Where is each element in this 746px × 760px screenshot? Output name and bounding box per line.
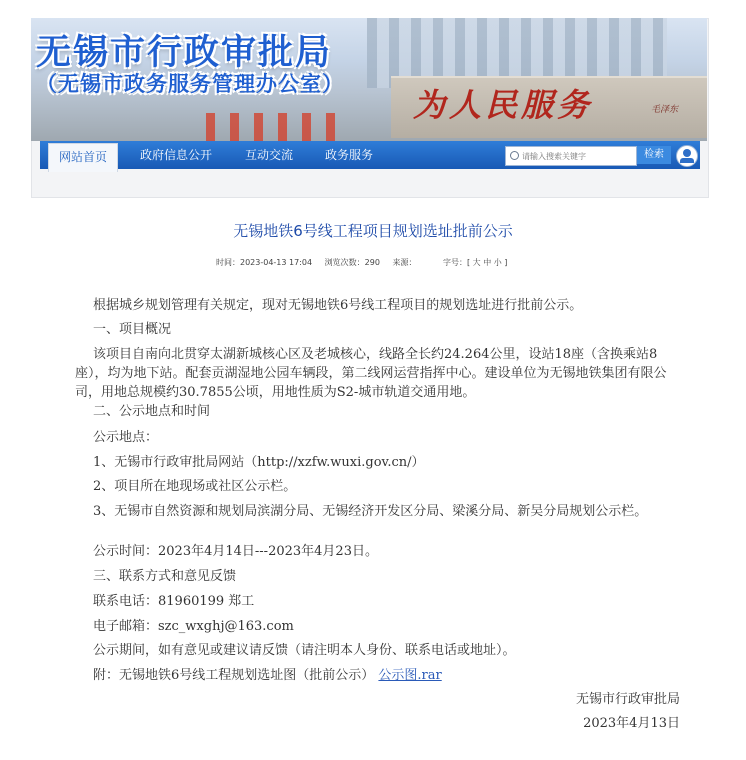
font-size-label: 字号： (443, 258, 468, 267)
attachment-link[interactable]: 公示图.rar (378, 668, 442, 683)
list-item: 3、无锡市自然资源和规划局滨湖分局、无锡经济开发区分局、梁溪分局、新吴分局规划公示栏。 (93, 504, 648, 519)
contact-phone: 联系电话：81960199 郑工 (93, 594, 255, 609)
search-icon (510, 151, 519, 160)
search-button[interactable]: 检索 (637, 146, 671, 164)
nav-services[interactable]: 政务服务 (325, 148, 374, 162)
search-box (505, 146, 637, 166)
body-paragraph: 该项目自南向北贯穿太湖新城核心区及老城核心，线路全长约24.264公里，设站18座（含换乘站8座），均为地下站。配套贡湖湿地公园车辆段，第二线网运营指挥中心。建设单位为无锡地铁集团有限公司，用地总规模约30.7855公顷，用地性质为S2-城市轨道交通用地。 (75, 347, 667, 400)
attachment-line (75, 666, 680, 685)
slogan-calligraphy: 为人民服务 (413, 86, 594, 124)
attachment-label: 附：无锡地铁6号线工程规划选址图（批前公示） (93, 668, 375, 683)
publish-time: 时间：2023-04-13 17:04 (216, 258, 313, 267)
source-label: 来源： (392, 258, 417, 267)
body-paragraph: 公示时间：2023年4月14日---2023年4月23日。 (93, 544, 378, 559)
section-heading: 二、公示地点和时间 (93, 404, 211, 419)
site-title[interactable]: 无锡市行政审批局 (36, 33, 333, 73)
search-input[interactable] (522, 147, 632, 165)
article-meta (216, 257, 517, 268)
section-heading: 三、联系方式和意见反馈 (93, 569, 237, 584)
site-subtitle: （无锡市政务服务管理办公室） (36, 72, 344, 96)
list-item: 1、无锡市行政审批局网站（http://xzfw.wuxi.gov.cn/） (93, 455, 425, 470)
main-nav (40, 141, 700, 169)
nav-interaction[interactable]: 互动交流 (245, 148, 294, 162)
body-paragraph: 公示期间，如有意见或建议请反馈（请注明本人身份、联系电话或地址）。 (93, 643, 516, 658)
section-heading: 一、项目概况 (93, 322, 172, 337)
font-size-selector[interactable]: [ 大 中 小 ] (467, 258, 508, 267)
slogan-signature: 毛泽东 (651, 105, 679, 115)
nav-gov-info[interactable]: 政府信息公开 (140, 148, 213, 162)
traffic-cones-decor (206, 113, 346, 141)
nav-home[interactable]: 网站首页 (48, 143, 118, 172)
body-paragraph: 公示地点： (93, 430, 159, 445)
signature: 无锡市行政审批局 (575, 692, 680, 707)
accessibility-icon[interactable] (676, 145, 698, 167)
list-item: 2、项目所在地现场或社区公示栏。 (93, 479, 297, 494)
view-count: 浏览次数：290 (324, 258, 380, 267)
signature-date: 2023年4月13日 (583, 716, 680, 731)
article-title: 无锡地铁6号线工程项目规划选址批前公示 (233, 222, 513, 240)
contact-email: 电子邮箱：szc_wxghj@163.com (93, 619, 294, 634)
body-paragraph: 根据城乡规划管理有关规定，现对无锡地铁6号线工程项目的规划选址进行批前公示。 (93, 298, 583, 313)
